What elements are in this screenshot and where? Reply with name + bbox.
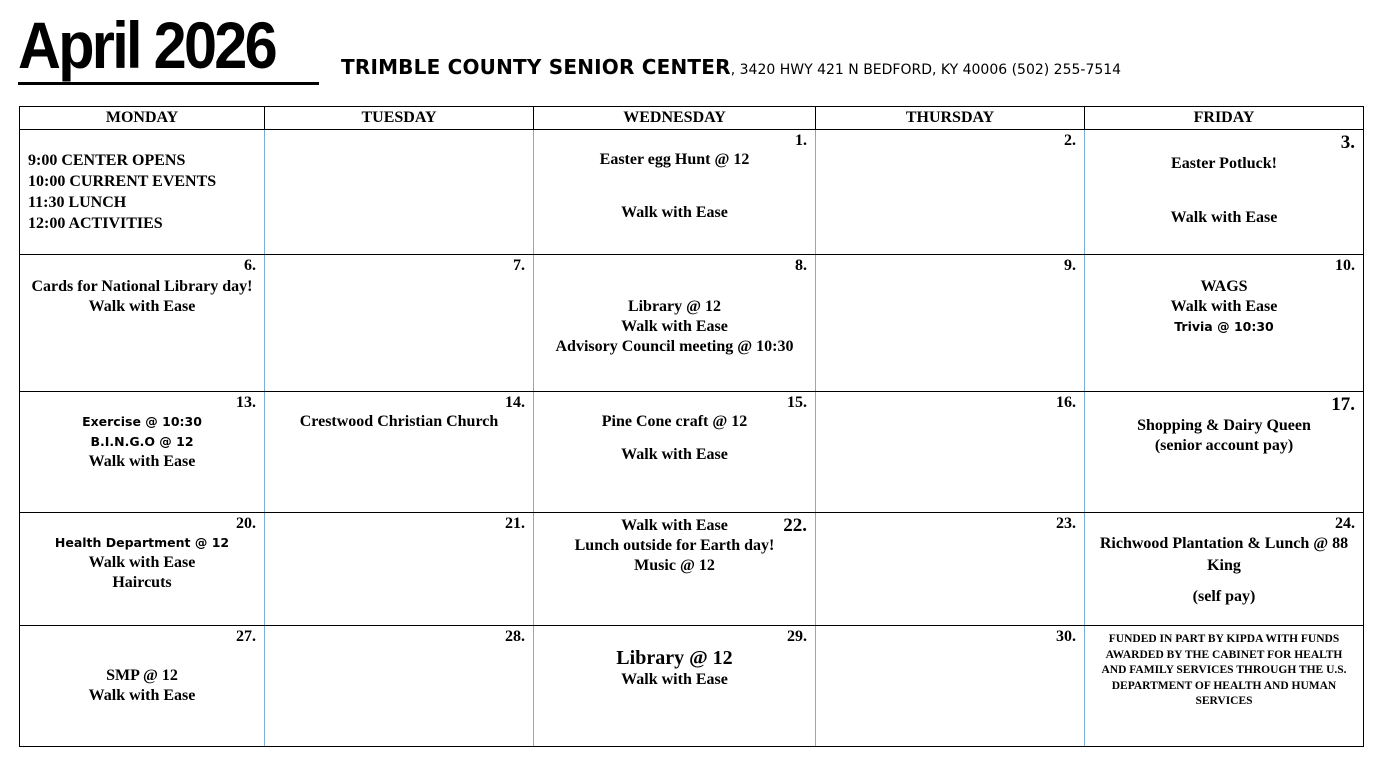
day-cell bbox=[534, 130, 816, 255]
event: Walk with Ease bbox=[88, 453, 196, 470]
day-cell bbox=[1085, 130, 1364, 255]
day-cell bbox=[20, 626, 265, 747]
event: Cards for National Library day! bbox=[31, 278, 253, 295]
event: Easter egg Hunt @ 12 bbox=[599, 151, 750, 168]
event: Walk with Ease bbox=[1170, 298, 1278, 315]
day-number: 10. bbox=[1335, 257, 1355, 274]
event: Trivia @ 10:30 bbox=[1174, 319, 1274, 334]
calendar-header bbox=[18, 10, 1368, 90]
event: B.I.N.G.O @ 12 bbox=[90, 434, 194, 449]
day-number: 24. bbox=[1335, 515, 1355, 532]
schedule-item: 10:00 CURRENT EVENTS bbox=[28, 173, 217, 190]
day-number: 13. bbox=[236, 394, 256, 411]
schedule-item: 11:30 LUNCH bbox=[28, 194, 127, 211]
event: Walk with Ease bbox=[88, 298, 196, 315]
month-title: April 2026 bbox=[18, 8, 275, 82]
day-number: 9. bbox=[1064, 257, 1076, 274]
title-underline bbox=[18, 82, 319, 85]
day-cell bbox=[534, 392, 816, 513]
day-cell bbox=[534, 255, 816, 392]
day-cell bbox=[265, 513, 534, 626]
day-cell bbox=[816, 130, 1085, 255]
day-number: 1. bbox=[795, 132, 807, 149]
weekday-wednesday: WEDNESDAY bbox=[534, 107, 816, 130]
weekday-monday: MONDAY bbox=[20, 107, 265, 130]
event: Richwood Plantation & Lunch @ 88 King bbox=[1099, 535, 1349, 574]
event: (self pay) bbox=[1192, 588, 1256, 605]
day-number: 21. bbox=[505, 515, 525, 532]
day-cell bbox=[816, 513, 1085, 626]
event: Walk with Ease bbox=[88, 554, 196, 571]
day-cell bbox=[816, 392, 1085, 513]
day-number: 15. bbox=[787, 394, 807, 411]
event: Pine Cone craft @ 12 bbox=[601, 413, 748, 430]
event: Library @ 12 bbox=[616, 647, 733, 669]
day-cell bbox=[20, 255, 265, 392]
day-number: 22. bbox=[783, 515, 807, 536]
day-number: 3. bbox=[1340, 132, 1355, 153]
event: Walk with Ease bbox=[621, 446, 728, 463]
event: (senior account pay) bbox=[1154, 437, 1294, 454]
day-number: 17. bbox=[1331, 394, 1355, 415]
day-cell bbox=[20, 513, 265, 626]
event: Advisory Council meeting @ 10:30 bbox=[555, 338, 794, 355]
weekday-tuesday: TUESDAY bbox=[265, 107, 534, 130]
week-row bbox=[20, 513, 1364, 626]
event: SMP @ 12 bbox=[106, 667, 178, 684]
week-row bbox=[20, 130, 1364, 255]
week-row bbox=[20, 255, 1364, 392]
day-cell bbox=[265, 392, 534, 513]
day-cell bbox=[1085, 255, 1364, 392]
day-number: 7. bbox=[513, 257, 525, 274]
event: Library @ 12 bbox=[627, 298, 722, 315]
day-number: 30. bbox=[1056, 628, 1076, 645]
event: Walk with Ease bbox=[1170, 209, 1278, 226]
day-number: 14. bbox=[505, 394, 525, 411]
day-cell bbox=[534, 626, 816, 747]
funding-note: FUNDED IN PART BY KIPDA WITH FUNDS AWARDED BY THE CABINET FOR HEALTH AND FAMILY SERVICES THROUGH THE U.S. DEPARTMENT OF HEALTH AND HUMAN SERVICES bbox=[1101, 633, 1347, 707]
center-name: TRIMBLE COUNTY SENIOR CENTER bbox=[341, 55, 731, 79]
day-number: 28. bbox=[505, 628, 525, 645]
day-number: 16. bbox=[1056, 394, 1076, 411]
event: Music @ 12 bbox=[634, 557, 715, 574]
calendar-grid bbox=[19, 106, 1364, 747]
event: Walk with Ease bbox=[621, 204, 728, 221]
empty-cell bbox=[265, 130, 534, 255]
event: Walk with Ease bbox=[88, 687, 196, 704]
daily-schedule bbox=[20, 130, 264, 234]
event: Walk with Ease bbox=[621, 318, 728, 335]
week-row bbox=[20, 392, 1364, 513]
day-cell bbox=[265, 626, 534, 747]
event: Walk with Ease bbox=[621, 671, 728, 688]
day-number: 20. bbox=[236, 515, 256, 532]
center-address: , 3420 HWY 421 N BEDFORD, KY 40006 (502) 255-7514 bbox=[730, 62, 1122, 78]
funding-note-cell bbox=[1085, 626, 1364, 747]
day-cell bbox=[20, 392, 265, 513]
weekday-thursday: THURSDAY bbox=[816, 107, 1085, 130]
day-cell bbox=[265, 255, 534, 392]
event: Health Department @ 12 bbox=[54, 535, 230, 550]
event: Haircuts bbox=[112, 574, 172, 591]
event: WAGS bbox=[1200, 278, 1248, 295]
schedule-item: 9:00 CENTER OPENS bbox=[28, 152, 186, 169]
event: Easter Potluck! bbox=[1171, 155, 1277, 172]
week-row bbox=[20, 626, 1364, 747]
day-cell bbox=[1085, 392, 1364, 513]
event: Exercise @ 10:30 bbox=[82, 414, 202, 429]
event: Shopping & Dairy Queen bbox=[1137, 417, 1311, 434]
event: Walk with Ease bbox=[621, 517, 728, 534]
day-number: 6. bbox=[244, 257, 256, 274]
day-number: 27. bbox=[236, 628, 256, 645]
schedule-item: 12:00 ACTIVITIES bbox=[28, 215, 163, 232]
center-info bbox=[341, 55, 1121, 79]
day-cell bbox=[816, 255, 1085, 392]
daily-schedule-cell bbox=[20, 130, 265, 255]
day-cell bbox=[816, 626, 1085, 747]
day-number: 23. bbox=[1056, 515, 1076, 532]
day-number: 8. bbox=[795, 257, 807, 274]
day-number: 2. bbox=[1064, 132, 1076, 149]
event: Crestwood Christian Church bbox=[299, 413, 499, 430]
event: Lunch outside for Earth day! bbox=[574, 537, 775, 554]
day-cell bbox=[1085, 513, 1364, 626]
weekday-header-row bbox=[20, 107, 1364, 130]
day-cell bbox=[534, 513, 816, 626]
day-number: 29. bbox=[787, 628, 807, 645]
weekday-friday: FRIDAY bbox=[1085, 107, 1364, 130]
